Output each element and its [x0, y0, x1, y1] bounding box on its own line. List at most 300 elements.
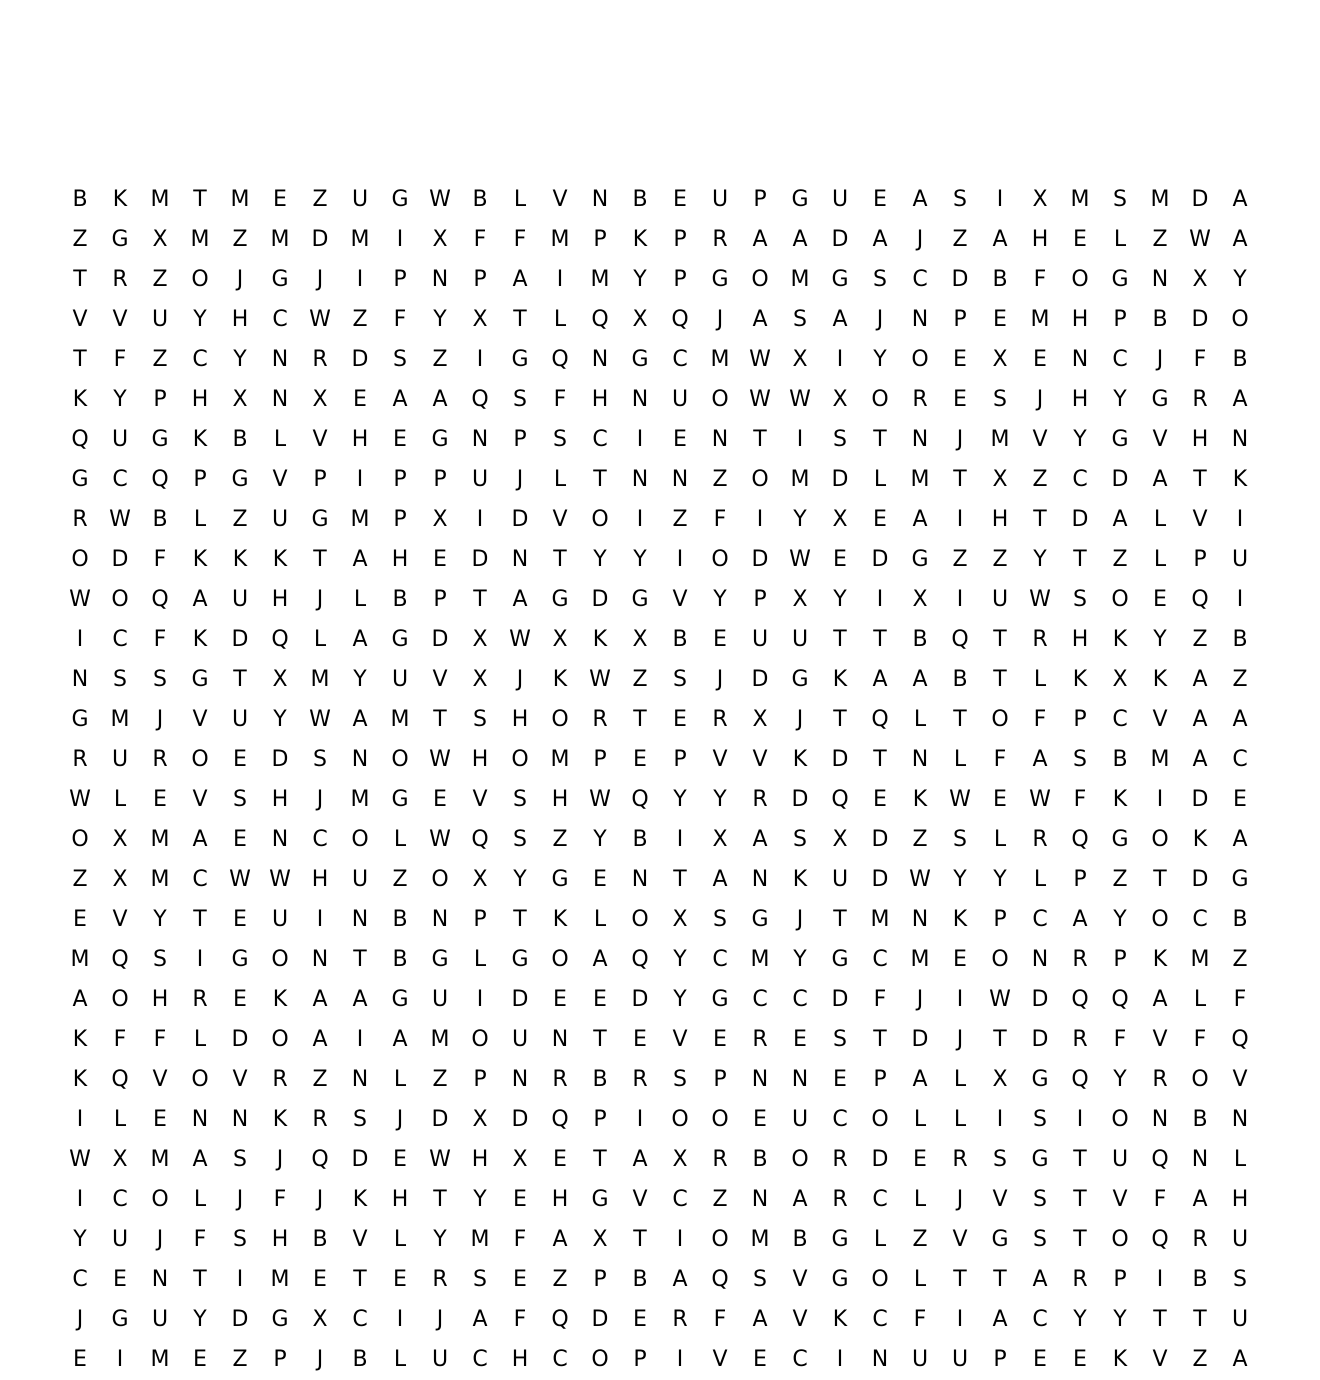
letter-cell[interactable]: T [1193, 1307, 1207, 1332]
letter-cell[interactable]: C [112, 467, 128, 492]
letter-cell[interactable]: S [233, 787, 247, 812]
letter-cell[interactable]: L [1033, 867, 1047, 892]
letter-cell[interactable]: U [111, 427, 129, 452]
letter-cell[interactable]: A [832, 307, 848, 332]
letter-cell[interactable]: E [1233, 787, 1247, 812]
letter-cell[interactable]: E [673, 707, 687, 732]
letter-cell[interactable]: V [672, 1027, 688, 1052]
letter-cell[interactable]: A [552, 1227, 568, 1252]
letter-cell[interactable]: L [193, 1027, 207, 1052]
letter-cell[interactable]: V [432, 667, 448, 692]
letter-cell[interactable]: Y [433, 1227, 447, 1252]
letter-cell[interactable]: N [911, 747, 929, 772]
letter-cell[interactable]: G [791, 187, 809, 212]
letter-cell[interactable]: K [832, 667, 848, 692]
letter-cell[interactable]: N [271, 387, 289, 412]
letter-cell[interactable]: J [716, 307, 724, 332]
letter-cell[interactable]: F [393, 307, 407, 332]
letter-cell[interactable]: X [312, 387, 328, 412]
letter-cell[interactable]: S [833, 427, 847, 452]
letter-cell[interactable]: V [552, 507, 568, 532]
letter-cell[interactable]: L [873, 467, 887, 492]
letter-cell[interactable]: D [1191, 867, 1209, 892]
letter-cell[interactable]: B [1192, 1107, 1208, 1132]
letter-cell[interactable]: K [112, 187, 128, 212]
letter-cell[interactable]: G [151, 427, 169, 452]
letter-cell[interactable]: G [231, 467, 249, 492]
letter-cell[interactable]: E [153, 787, 167, 812]
letter-cell[interactable]: L [553, 307, 567, 332]
letter-cell[interactable]: Q [1071, 827, 1089, 852]
letter-cell[interactable]: A [1192, 707, 1208, 732]
letter-cell[interactable]: I [196, 947, 204, 972]
letter-cell[interactable]: Z [952, 547, 968, 572]
letter-cell[interactable]: B [792, 1227, 808, 1252]
letter-cell[interactable]: A [352, 707, 368, 732]
letter-cell[interactable]: D [591, 1307, 609, 1332]
letter-cell[interactable]: D [1191, 787, 1209, 812]
letter-cell[interactable]: S [953, 187, 967, 212]
letter-cell[interactable]: E [513, 1267, 527, 1292]
letter-cell[interactable]: Q [831, 787, 849, 812]
letter-cell[interactable]: G [1111, 427, 1129, 452]
letter-cell[interactable]: L [1193, 987, 1207, 1012]
letter-cell[interactable]: H [511, 1347, 529, 1372]
letter-cell[interactable]: V [72, 307, 88, 332]
letter-cell[interactable]: F [513, 227, 527, 252]
letter-cell[interactable]: I [76, 1107, 84, 1132]
letter-cell[interactable]: G [191, 667, 209, 692]
letter-cell[interactable]: J [316, 587, 324, 612]
letter-cell[interactable]: E [673, 187, 687, 212]
letter-cell[interactable]: N [431, 267, 449, 292]
letter-cell[interactable]: O [1191, 1067, 1209, 1092]
letter-cell[interactable]: O [671, 1107, 689, 1132]
letter-cell[interactable]: B [152, 507, 168, 532]
letter-cell[interactable]: A [792, 1187, 808, 1212]
letter-cell[interactable]: Q [671, 307, 689, 332]
letter-cell[interactable]: D [231, 1307, 249, 1332]
letter-cell[interactable]: Q [1111, 987, 1129, 1012]
letter-cell[interactable]: V [152, 1067, 168, 1092]
letter-cell[interactable]: N [711, 427, 729, 452]
letter-cell[interactable]: G [111, 1307, 129, 1332]
letter-cell[interactable]: Q [151, 587, 169, 612]
letter-cell[interactable]: Q [711, 1267, 729, 1292]
letter-cell[interactable]: W [309, 307, 331, 332]
letter-cell[interactable]: M [230, 187, 250, 212]
letter-cell[interactable]: O [631, 907, 649, 932]
letter-cell[interactable]: A [1192, 1187, 1208, 1212]
letter-cell[interactable]: L [953, 1107, 967, 1132]
letter-cell[interactable]: A [512, 267, 528, 292]
letter-cell[interactable]: Y [1233, 267, 1247, 292]
letter-cell[interactable]: S [1073, 747, 1087, 772]
letter-cell[interactable]: X [832, 827, 848, 852]
letter-cell[interactable]: A [72, 987, 88, 1012]
letter-cell[interactable]: F [553, 387, 567, 412]
letter-cell[interactable]: E [753, 1347, 767, 1372]
letter-cell[interactable]: T [633, 707, 647, 732]
letter-cell[interactable]: C [72, 1267, 88, 1292]
letter-cell[interactable]: X [432, 227, 448, 252]
letter-cell[interactable]: U [111, 747, 129, 772]
letter-cell[interactable]: O [151, 1187, 169, 1212]
letter-cell[interactable]: O [511, 747, 529, 772]
letter-cell[interactable]: D [351, 1147, 369, 1172]
letter-cell[interactable]: D [231, 1027, 249, 1052]
letter-cell[interactable]: N [311, 947, 329, 972]
letter-cell[interactable]: X [312, 1307, 328, 1332]
letter-cell[interactable]: Z [712, 467, 728, 492]
letter-cell[interactable]: F [273, 1187, 287, 1212]
letter-cell[interactable]: L [1153, 507, 1167, 532]
letter-cell[interactable]: J [236, 267, 244, 292]
letter-cell[interactable]: Z [392, 867, 408, 892]
letter-cell[interactable]: F [993, 747, 1007, 772]
letter-cell[interactable]: K [1112, 627, 1128, 652]
letter-cell[interactable]: A [1032, 747, 1048, 772]
letter-cell[interactable]: T [953, 1267, 967, 1292]
letter-cell[interactable]: M [790, 267, 810, 292]
letter-cell[interactable]: K [592, 627, 608, 652]
letter-cell[interactable]: A [912, 667, 928, 692]
letter-cell[interactable]: M [590, 267, 610, 292]
letter-cell[interactable]: L [913, 1187, 927, 1212]
letter-cell[interactable]: E [633, 1307, 647, 1332]
letter-cell[interactable]: I [356, 1027, 364, 1052]
letter-cell[interactable]: I [636, 1107, 644, 1132]
letter-cell[interactable]: A [352, 547, 368, 572]
letter-cell[interactable]: B [912, 627, 928, 652]
letter-cell[interactable]: R [1032, 627, 1048, 652]
letter-cell[interactable]: E [993, 787, 1007, 812]
letter-cell[interactable]: D [1191, 187, 1209, 212]
letter-cell[interactable]: N [1191, 1147, 1209, 1172]
letter-cell[interactable]: A [872, 227, 888, 252]
letter-cell[interactable]: E [833, 547, 847, 572]
letter-cell[interactable]: T [753, 427, 767, 452]
letter-cell[interactable]: T [833, 627, 847, 652]
letter-cell[interactable]: F [473, 227, 487, 252]
letter-cell[interactable]: G [911, 547, 929, 572]
letter-cell[interactable]: L [193, 507, 207, 532]
letter-cell[interactable]: P [1113, 307, 1127, 332]
letter-cell[interactable]: J [396, 1107, 404, 1132]
letter-cell[interactable]: T [1073, 1147, 1087, 1172]
letter-cell[interactable]: V [112, 307, 128, 332]
letter-cell[interactable]: C [192, 347, 208, 372]
letter-cell[interactable]: C [672, 347, 688, 372]
letter-cell[interactable]: P [673, 267, 687, 292]
letter-cell[interactable]: K [72, 1067, 88, 1092]
letter-cell[interactable]: W [309, 707, 331, 732]
letter-cell[interactable]: P [753, 587, 767, 612]
letter-cell[interactable]: T [593, 1147, 607, 1172]
letter-cell[interactable]: O [991, 947, 1009, 972]
letter-cell[interactable]: I [796, 427, 804, 452]
letter-cell[interactable]: P [273, 1347, 287, 1372]
letter-cell[interactable]: X [472, 867, 488, 892]
letter-cell[interactable]: T [353, 1267, 367, 1292]
letter-cell[interactable]: Y [193, 1307, 207, 1332]
letter-cell[interactable]: S [873, 267, 887, 292]
letter-cell[interactable]: P [1073, 707, 1087, 732]
letter-cell[interactable]: Z [72, 227, 88, 252]
letter-cell[interactable]: E [273, 187, 287, 212]
letter-cell[interactable]: C [832, 1107, 848, 1132]
letter-cell[interactable]: Q [1151, 1227, 1169, 1252]
letter-cell[interactable]: S [233, 1147, 247, 1172]
letter-cell[interactable]: G [391, 187, 409, 212]
letter-cell[interactable]: D [871, 827, 889, 852]
letter-cell[interactable]: C [1032, 1307, 1048, 1332]
letter-cell[interactable]: P [753, 187, 767, 212]
letter-cell[interactable]: D [791, 787, 809, 812]
letter-cell[interactable]: M [1070, 187, 1090, 212]
letter-cell[interactable]: Z [1032, 467, 1048, 492]
letter-cell[interactable]: H [1191, 427, 1209, 452]
letter-cell[interactable]: T [873, 747, 887, 772]
letter-cell[interactable]: T [873, 427, 887, 452]
letter-cell[interactable]: L [473, 947, 487, 972]
letter-cell[interactable]: D [511, 1107, 529, 1132]
letter-cell[interactable]: P [1073, 867, 1087, 892]
letter-cell[interactable]: A [1232, 827, 1248, 852]
letter-cell[interactable]: D [511, 507, 529, 532]
letter-cell[interactable]: R [432, 1267, 448, 1292]
letter-cell[interactable]: S [513, 827, 527, 852]
letter-cell[interactable]: F [713, 1307, 727, 1332]
letter-cell[interactable]: S [553, 427, 567, 452]
letter-cell[interactable]: V [1192, 507, 1208, 532]
letter-cell[interactable]: I [1236, 507, 1244, 532]
letter-cell[interactable]: J [956, 1187, 964, 1212]
letter-cell[interactable]: W [589, 667, 611, 692]
letter-cell[interactable]: E [913, 1147, 927, 1172]
letter-cell[interactable]: H [1071, 387, 1089, 412]
letter-cell[interactable]: Z [312, 1067, 328, 1092]
letter-cell[interactable]: D [831, 227, 849, 252]
letter-cell[interactable]: V [712, 747, 728, 772]
letter-cell[interactable]: L [913, 707, 927, 732]
letter-cell[interactable]: D [871, 547, 889, 572]
letter-cell[interactable]: G [711, 987, 729, 1012]
letter-cell[interactable]: R [72, 507, 88, 532]
letter-cell[interactable]: I [396, 227, 404, 252]
letter-cell[interactable]: M [870, 907, 890, 932]
letter-cell[interactable]: S [353, 1107, 367, 1132]
letter-cell[interactable]: A [472, 1307, 488, 1332]
letter-cell[interactable]: X [752, 707, 768, 732]
letter-cell[interactable]: X [152, 227, 168, 252]
letter-cell[interactable]: G [1031, 1067, 1049, 1092]
letter-cell[interactable]: K [1152, 667, 1168, 692]
letter-cell[interactable]: I [636, 507, 644, 532]
letter-cell[interactable]: H [391, 547, 409, 572]
letter-cell[interactable]: P [673, 747, 687, 772]
letter-cell[interactable]: Y [713, 587, 727, 612]
letter-cell[interactable]: P [393, 467, 407, 492]
letter-cell[interactable]: N [191, 1107, 209, 1132]
letter-cell[interactable]: K [1112, 1347, 1128, 1372]
letter-cell[interactable]: B [672, 627, 688, 652]
letter-cell[interactable]: I [476, 987, 484, 1012]
letter-cell[interactable]: E [353, 387, 367, 412]
letter-cell[interactable]: H [471, 747, 489, 772]
letter-cell[interactable]: C [1032, 907, 1048, 932]
letter-cell[interactable]: G [1111, 267, 1129, 292]
letter-cell[interactable]: T [873, 1027, 887, 1052]
letter-cell[interactable]: R [312, 347, 328, 372]
letter-cell[interactable]: E [633, 1027, 647, 1052]
letter-cell[interactable]: Z [232, 227, 248, 252]
letter-cell[interactable]: J [436, 1307, 444, 1332]
letter-cell[interactable]: S [153, 947, 167, 972]
letter-cell[interactable]: V [752, 747, 768, 772]
letter-cell[interactable]: W [989, 987, 1011, 1012]
letter-cell[interactable]: I [476, 347, 484, 372]
letter-cell[interactable]: P [393, 267, 407, 292]
letter-cell[interactable]: T [833, 907, 847, 932]
letter-cell[interactable]: M [1190, 947, 1210, 972]
letter-cell[interactable]: Y [793, 507, 807, 532]
letter-cell[interactable]: T [553, 547, 567, 572]
letter-cell[interactable]: A [992, 227, 1008, 252]
letter-cell[interactable]: B [1152, 307, 1168, 332]
letter-cell[interactable]: I [1156, 1267, 1164, 1292]
letter-cell[interactable]: E [393, 427, 407, 452]
letter-cell[interactable]: V [1152, 707, 1168, 732]
letter-cell[interactable]: A [712, 867, 728, 892]
letter-cell[interactable]: M [70, 947, 90, 972]
letter-cell[interactable]: N [271, 827, 289, 852]
letter-cell[interactable]: A [352, 627, 368, 652]
letter-cell[interactable]: E [553, 1147, 567, 1172]
letter-cell[interactable]: G [831, 1267, 849, 1292]
letter-cell[interactable]: U [1231, 547, 1249, 572]
letter-cell[interactable]: Z [432, 1067, 448, 1092]
letter-cell[interactable]: X [632, 627, 648, 652]
letter-cell[interactable]: Q [631, 787, 649, 812]
letter-cell[interactable]: D [1031, 1027, 1049, 1052]
letter-cell[interactable]: V [1152, 1027, 1168, 1052]
letter-cell[interactable]: R [712, 227, 728, 252]
letter-cell[interactable]: X [512, 1147, 528, 1172]
letter-cell[interactable]: O [191, 747, 209, 772]
letter-cell[interactable]: U [951, 1347, 969, 1372]
letter-cell[interactable]: Q [471, 387, 489, 412]
letter-cell[interactable]: V [272, 467, 288, 492]
letter-cell[interactable]: M [430, 1027, 450, 1052]
letter-cell[interactable]: Q [1071, 987, 1089, 1012]
letter-cell[interactable]: M [350, 227, 370, 252]
letter-cell[interactable]: Z [1232, 947, 1248, 972]
letter-cell[interactable]: Q [551, 1107, 569, 1132]
letter-cell[interactable]: A [192, 587, 208, 612]
letter-cell[interactable]: P [593, 747, 607, 772]
letter-cell[interactable]: E [993, 307, 1007, 332]
letter-cell[interactable]: M [470, 1227, 490, 1252]
letter-cell[interactable]: P [433, 587, 447, 612]
letter-cell[interactable]: O [711, 1107, 729, 1132]
letter-cell[interactable]: Y [673, 787, 687, 812]
letter-cell[interactable]: A [592, 947, 608, 972]
letter-cell[interactable]: N [1071, 347, 1089, 372]
letter-cell[interactable]: E [1153, 587, 1167, 612]
letter-cell[interactable]: U [271, 907, 289, 932]
letter-cell[interactable]: X [272, 667, 288, 692]
letter-cell[interactable]: T [73, 347, 87, 372]
letter-cell[interactable]: E [873, 787, 887, 812]
letter-cell[interactable]: W [749, 387, 771, 412]
letter-cell[interactable]: J [916, 227, 924, 252]
letter-cell[interactable]: J [516, 667, 524, 692]
letter-cell[interactable]: C [792, 1347, 808, 1372]
letter-cell[interactable]: C [272, 307, 288, 332]
letter-cell[interactable]: M [910, 947, 930, 972]
letter-cell[interactable]: A [992, 1307, 1008, 1332]
letter-cell[interactable]: F [153, 1027, 167, 1052]
letter-cell[interactable]: T [873, 627, 887, 652]
letter-cell[interactable]: M [710, 347, 730, 372]
letter-cell[interactable]: A [1072, 907, 1088, 932]
letter-cell[interactable]: A [192, 827, 208, 852]
letter-cell[interactable]: L [113, 1107, 127, 1132]
letter-cell[interactable]: Y [233, 347, 247, 372]
letter-cell[interactable]: J [316, 787, 324, 812]
letter-cell[interactable]: M [310, 667, 330, 692]
letter-cell[interactable]: N [231, 1107, 249, 1132]
letter-cell[interactable]: C [1232, 747, 1248, 772]
letter-cell[interactable]: O [711, 387, 729, 412]
letter-cell[interactable]: K [952, 907, 968, 932]
letter-cell[interactable]: J [316, 1347, 324, 1372]
letter-cell[interactable]: X [112, 827, 128, 852]
letter-cell[interactable]: C [872, 947, 888, 972]
letter-cell[interactable]: C [872, 1307, 888, 1332]
letter-cell[interactable]: K [1192, 827, 1208, 852]
letter-cell[interactable]: G [551, 587, 569, 612]
letter-cell[interactable]: W [429, 187, 451, 212]
letter-cell[interactable]: S [153, 667, 167, 692]
letter-cell[interactable]: F [713, 507, 727, 532]
letter-cell[interactable]: V [632, 1187, 648, 1212]
letter-cell[interactable]: I [476, 507, 484, 532]
letter-cell[interactable]: R [1192, 387, 1208, 412]
letter-cell[interactable]: Z [232, 507, 248, 532]
letter-cell[interactable]: L [913, 1107, 927, 1132]
letter-cell[interactable]: C [1112, 347, 1128, 372]
letter-cell[interactable]: F [113, 1027, 127, 1052]
letter-cell[interactable]: H [1071, 627, 1089, 652]
letter-cell[interactable]: O [71, 547, 89, 572]
letter-cell[interactable]: N [751, 1187, 769, 1212]
letter-cell[interactable]: O [1151, 907, 1169, 932]
letter-cell[interactable]: P [873, 1067, 887, 1092]
letter-cell[interactable]: Z [1112, 547, 1128, 572]
letter-cell[interactable]: L [393, 1227, 407, 1252]
letter-cell[interactable]: Y [833, 587, 847, 612]
letter-cell[interactable]: H [231, 307, 249, 332]
letter-cell[interactable]: M [990, 427, 1010, 452]
letter-cell[interactable]: J [516, 467, 524, 492]
letter-cell[interactable]: O [911, 347, 929, 372]
letter-cell[interactable]: I [1156, 787, 1164, 812]
letter-cell[interactable]: Z [712, 1187, 728, 1212]
letter-cell[interactable]: T [673, 867, 687, 892]
letter-cell[interactable]: U [1231, 1227, 1249, 1252]
